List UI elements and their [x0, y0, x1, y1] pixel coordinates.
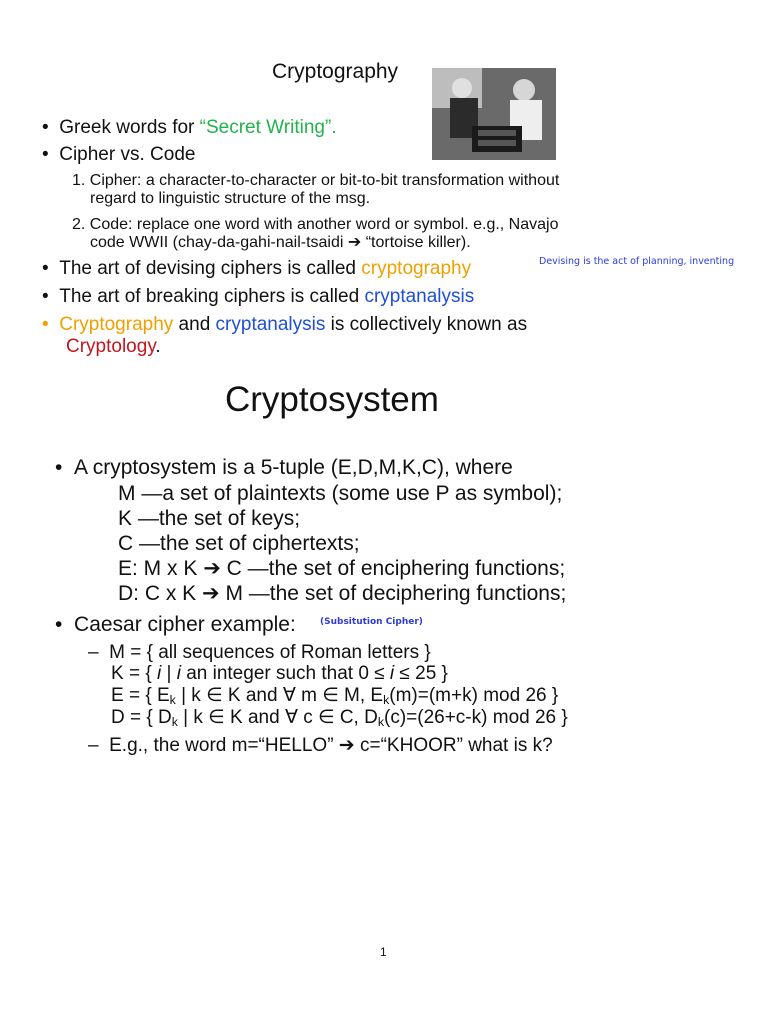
- bullet-breaking: • The art of breaking ciphers is called cryptanalysis: [42, 286, 475, 307]
- example-d-c: (c)=(26+c-k) mod 26 }: [384, 707, 568, 728]
- arrow-right-icon: ➔: [347, 234, 362, 251]
- example-k-c: an integer such that 0 ≤: [180, 663, 390, 684]
- example-k-a: K = {: [111, 663, 157, 684]
- sub-cipher-line1: 1. Cipher: a character-to-character or bit-to-bit transformation without: [72, 172, 560, 189]
- def-m: M —a set of plaintexts (some use P as symbol);: [118, 482, 563, 505]
- bullet-collectively: • Cryptography and cryptanalysis is collectively known as: [42, 314, 528, 335]
- bullet-text: Caesar cipher example:: [74, 613, 296, 636]
- cryptanalysis-term: cryptanalysis: [215, 314, 326, 335]
- example-d-b: | k ∈ K and ∀ c ∈ C, D: [177, 707, 378, 728]
- example-e-b: | k ∈ K and ∀ m ∈ M, E: [175, 685, 384, 706]
- example-question: – E.g., the word m=“HELLO” ➔ c=“KHOOR” what is k?: [88, 735, 553, 756]
- slide1-title: Cryptography: [272, 60, 399, 83]
- arrow-right-icon: ➔: [202, 582, 220, 605]
- example-m: – M = { all sequences of Roman letters }: [88, 642, 431, 663]
- sub-cipher-line2: regard to linguistic structure of the msg.: [90, 190, 371, 207]
- example-k-d: ≤ 25 }: [394, 663, 448, 684]
- bullet-text: A cryptosystem is a 5-tuple (E,D,M,K,C), where: [74, 456, 513, 479]
- cryptology-term: Cryptology: [66, 336, 156, 357]
- bullet-text: Greek words for: [59, 117, 200, 138]
- def-d: [118, 583, 566, 604]
- subscript: k: [383, 693, 390, 708]
- historical-photo: [432, 68, 556, 160]
- bullet-caesar: • Caesar cipher example:: [55, 613, 296, 636]
- annotation-substitution: (Subsitution Cipher): [320, 617, 423, 627]
- subscript: k: [171, 715, 178, 730]
- bullet-greek-words: • Greek words for “Secret Writing”.: [42, 117, 337, 138]
- arrow-right-icon: ➔: [203, 557, 221, 580]
- example-d-a: D = { D: [111, 707, 172, 728]
- bullet-cryptosystem: • A cryptosystem is a 5-tuple (E,D,M,K,C), where: [55, 456, 513, 479]
- subscript: k: [169, 693, 176, 708]
- example-e-c: (m)=(m+k) mod 26 }: [389, 685, 559, 706]
- sub-code-text-b: “tortoise killer).: [361, 234, 471, 251]
- def-d-b: M —the set of deciphering functions;: [219, 582, 567, 605]
- def-e: [118, 558, 565, 579]
- cryptography-term: cryptography: [361, 258, 472, 279]
- bullet-text: and: [173, 314, 216, 335]
- bullet-text: Cipher vs. Code: [59, 144, 196, 165]
- slide2-title: Cryptosystem: [225, 380, 439, 419]
- example-k-b: |: [161, 663, 177, 684]
- example-e-a: E = { E: [111, 685, 170, 706]
- sub-code-line2: [90, 234, 471, 252]
- cryptology-line: [66, 337, 161, 356]
- example-d: [111, 708, 568, 728]
- subscript: k: [377, 715, 384, 730]
- annotation-devising: Devising is the act of planning, inventing: [539, 256, 735, 267]
- def-e-b: C —the set of enciphering functions;: [220, 557, 566, 580]
- example-e: [111, 686, 558, 706]
- example-q-b: c=“KHOOR” what is k?: [354, 735, 553, 756]
- def-k: K —the set of keys;: [118, 507, 301, 530]
- arrow-right-icon: ➔: [338, 735, 355, 756]
- secret-writing-highlight: “Secret Writing”.: [199, 117, 337, 138]
- def-e-a: E: M x K: [118, 557, 204, 580]
- def-c: C —the set of ciphertexts;: [118, 532, 360, 555]
- bullet-cipher-vs-code: • Cipher vs. Code: [42, 144, 196, 165]
- example-q-a: E.g., the word m=“HELLO”: [109, 735, 339, 756]
- sub-code-line1: 2. Code: replace one word with another word or symbol. e.g., Navajo: [72, 216, 559, 233]
- page-number: 1: [380, 945, 387, 959]
- period: .: [155, 336, 161, 357]
- example-k-i: i: [176, 663, 181, 684]
- example-k: [111, 664, 448, 683]
- example-k-i: i: [389, 663, 395, 684]
- bullet-text: The art of breaking ciphers is called: [59, 286, 365, 307]
- example-k-i: i: [156, 663, 162, 684]
- def-d-a: D: C x K: [118, 582, 203, 605]
- cryptography-term: Cryptography: [59, 314, 174, 335]
- example-m-text: M = { all sequences of Roman letters }: [109, 642, 431, 663]
- bullet-text: The art of devising ciphers is called: [59, 258, 362, 279]
- bullet-devising: • The art of devising ciphers is called cryptography: [42, 258, 472, 279]
- sub-code-text-a: code WWII (chay-da-gahi-nail-tsaidi: [90, 234, 348, 251]
- cryptanalysis-term: cryptanalysis: [364, 286, 475, 307]
- bullet-text: is collectively known as: [325, 314, 528, 335]
